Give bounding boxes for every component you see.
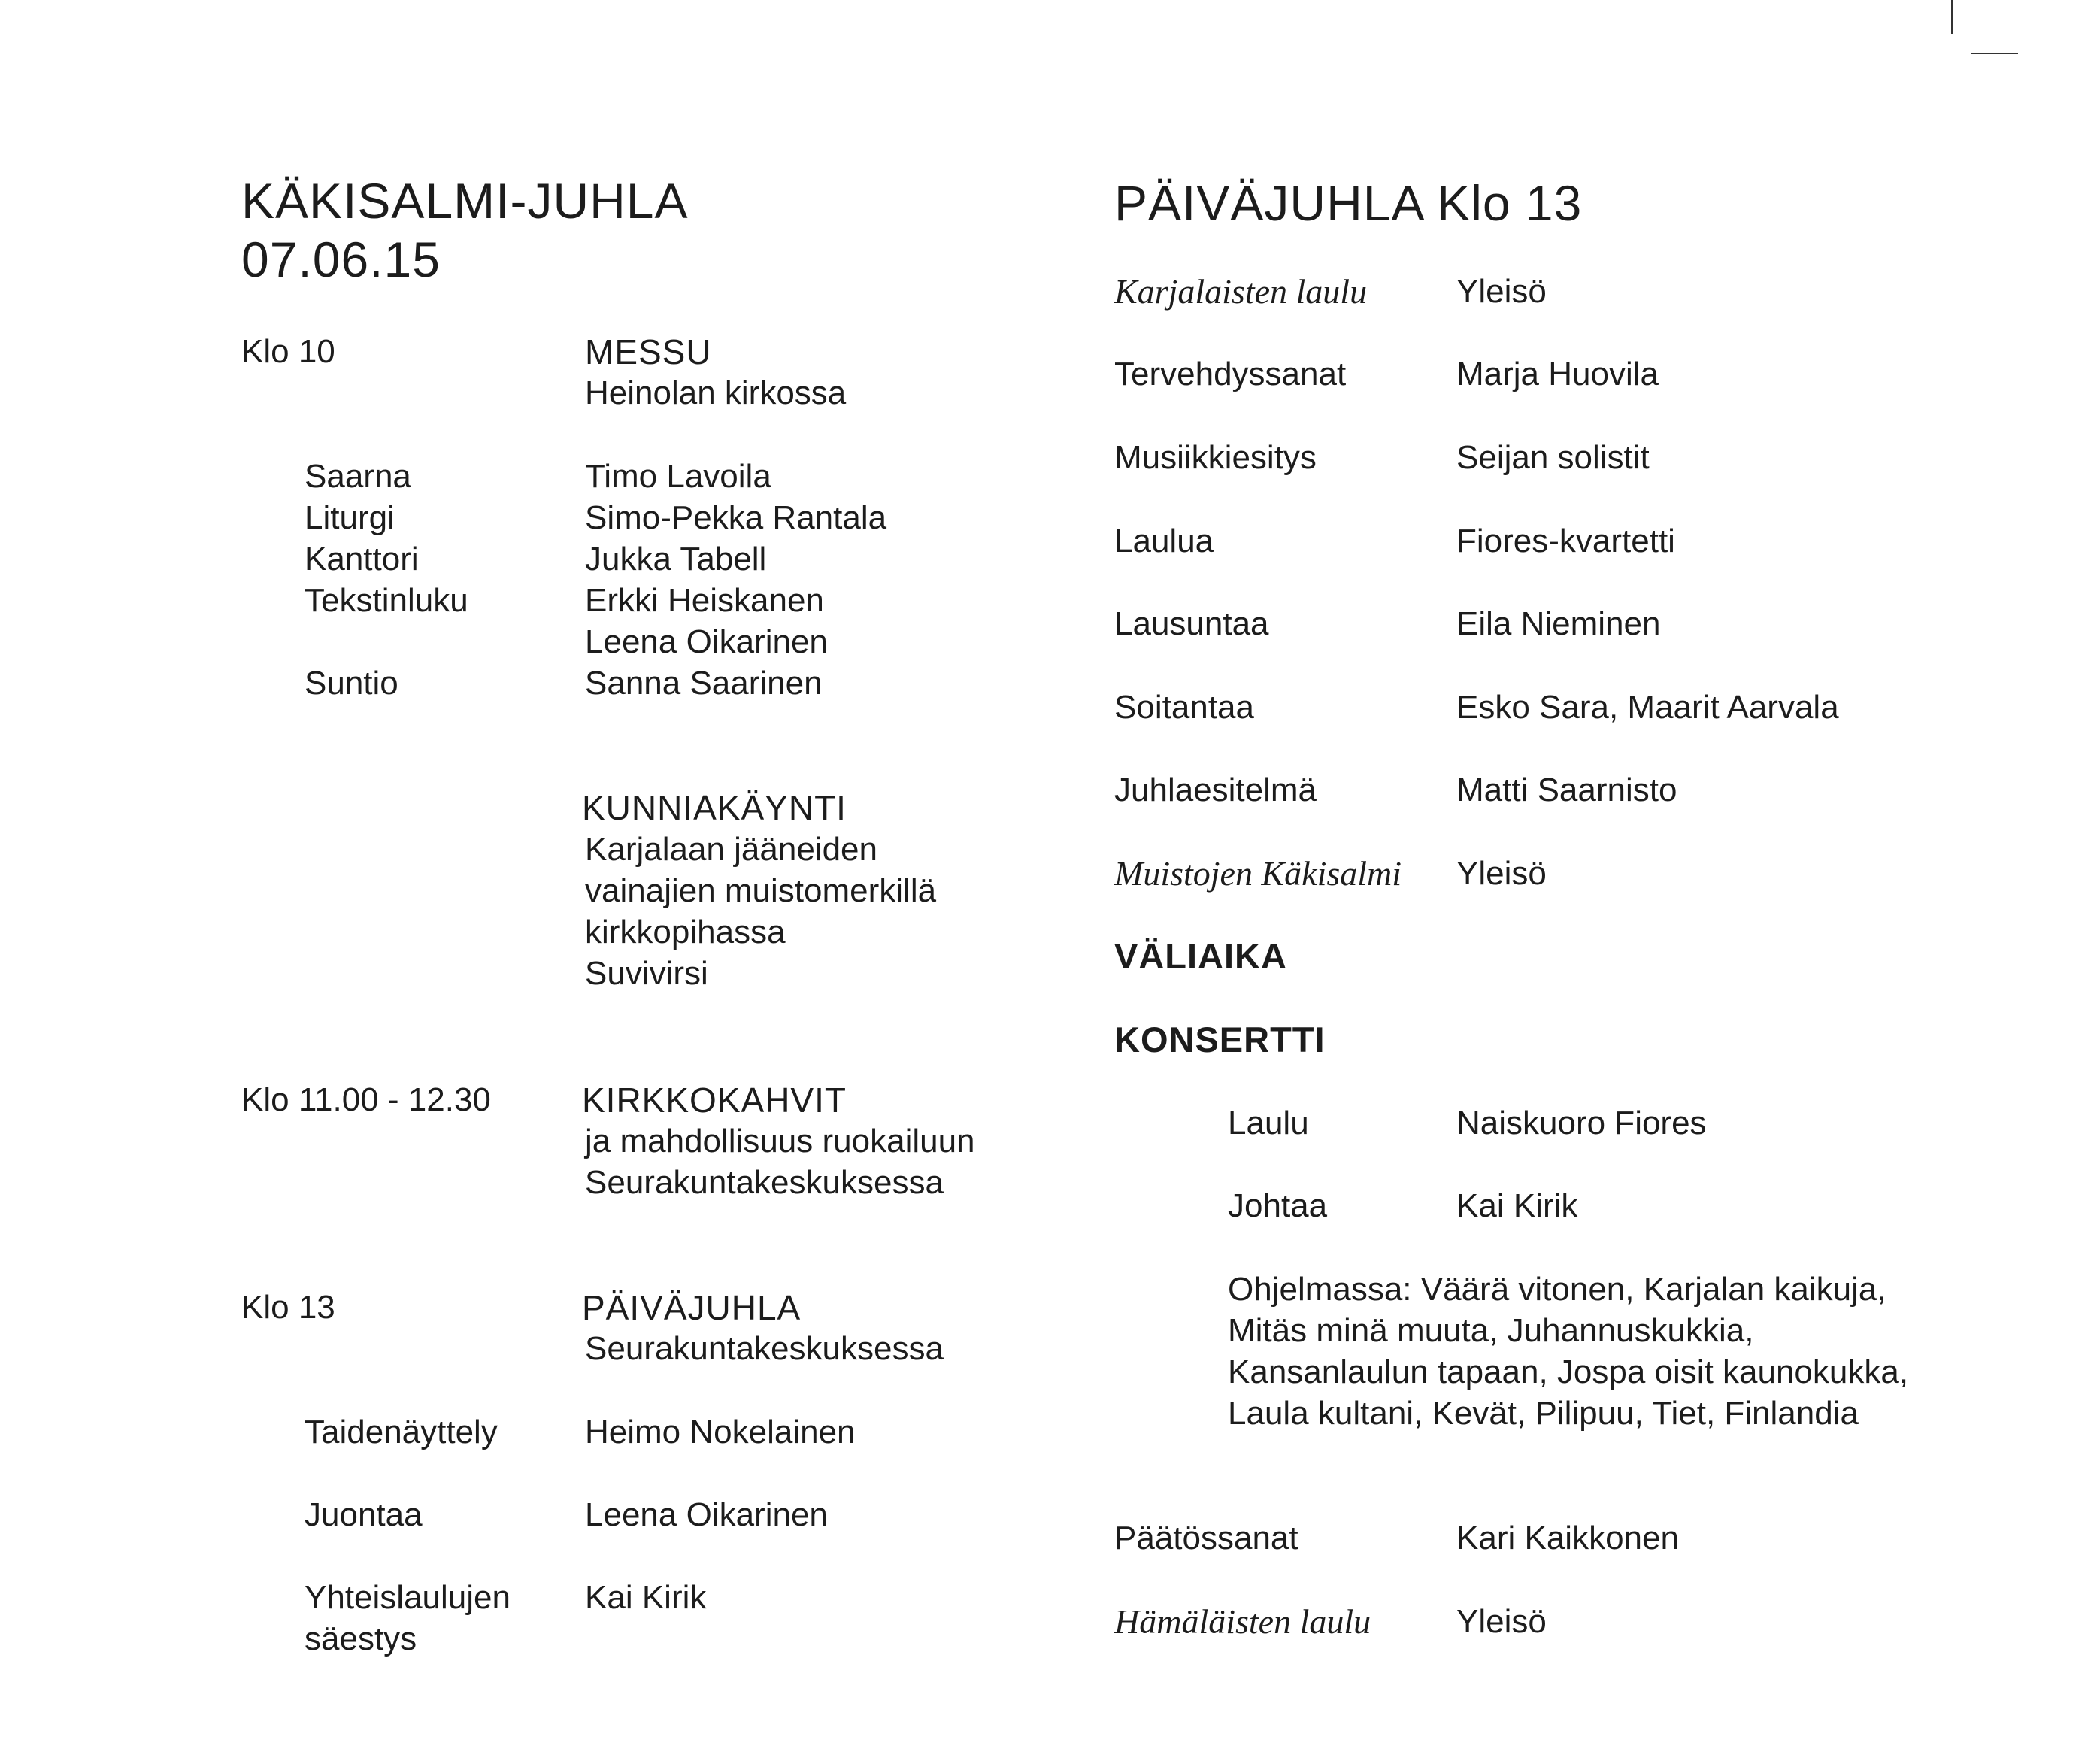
kirkkokahvit-line: ja mahdollisuus ruokailuun (585, 1123, 975, 1159)
closing-item: Päätössanat (1114, 1520, 1298, 1557)
closing-performer: Kari Kaikkonen (1456, 1520, 1679, 1557)
concert-role: Laulu (1228, 1105, 1309, 1141)
closing-performer: Yleisö (1456, 1603, 1547, 1640)
role-tekstinluku: Tekstinluku (305, 582, 468, 619)
program-title: PÄIVÄJUHLA Klo 13 (1114, 175, 1583, 231)
concert-role: Johtaa (1228, 1187, 1328, 1224)
name-tekstinluku-1: Erkki Heiskanen (585, 582, 824, 619)
role-saestys: säestys (305, 1620, 417, 1657)
program-item: Soitantaa (1114, 689, 1254, 726)
name-suntio: Sanna Saarinen (585, 665, 823, 702)
name-saarna: Timo Lavoila (585, 458, 771, 495)
concert-repertoire-line: Laula kultani, Kevät, Pilipuu, Tiet, Finlandia (1228, 1395, 1859, 1432)
name-saestys: Kai Kirik (585, 1579, 707, 1616)
role-suntio: Suntio (305, 665, 398, 702)
program-performer: Fiores-kvartetti (1456, 523, 1675, 559)
concert-repertoire-line: Kansanlaulun tapaan, Jospa oisit kaunokukka, (1228, 1353, 1909, 1390)
event-date: 07.06.15 (241, 232, 441, 287)
name-taidenayttely: Heimo Nokelainen (585, 1414, 856, 1450)
program-performer: Eila Nieminen (1456, 605, 1661, 642)
crop-mark-vertical (1951, 0, 1953, 34)
closing-item: Hämäläisten laulu (1114, 1602, 1371, 1641)
role-taidenayttely: Taidenäyttely (305, 1414, 498, 1450)
program-performer: Esko Sara, Maarit Aarvala (1456, 689, 1839, 726)
program-performer: Seijan solistit (1456, 439, 1650, 476)
program-item: Lausuntaa (1114, 605, 1269, 642)
name-tekstinluku-2: Leena Oikarinen (585, 623, 828, 660)
kunniakaynti-line: kirkkopihassa (585, 914, 786, 950)
concert-name: Naiskuoro Fiores (1456, 1105, 1707, 1141)
role-yhteislaulujen: Yhteislaulujen (305, 1579, 511, 1616)
paivajuhla-heading: PÄIVÄJUHLA (582, 1288, 802, 1327)
concert-repertoire-line: Ohjelmassa: Väärä vitonen, Karjalan kaikuja, (1228, 1271, 1886, 1308)
role-kanttori: Kanttori (305, 541, 419, 577)
kirkkokahvit-time: Klo 11.00 - 12.30 (241, 1081, 491, 1118)
role-liturgi: Liturgi (305, 499, 395, 536)
kirkkokahvit-heading: KIRKKOKAHVIT (582, 1081, 847, 1120)
kunniakaynti-heading: KUNNIAKÄYNTI (582, 788, 847, 827)
messu-time: Klo 10 (241, 333, 335, 370)
messu-heading: MESSU (585, 332, 712, 371)
name-juontaa: Leena Oikarinen (585, 1496, 828, 1533)
intermission-heading: VÄLIAIKA (1114, 936, 1287, 976)
program-item: Laulua (1114, 523, 1214, 559)
crop-mark-horizontal (1971, 53, 2018, 54)
kunniakaynti-line: Suvivirsi (585, 955, 708, 992)
role-juontaa: Juontaa (305, 1496, 423, 1533)
program-item: Tervehdyssanat (1114, 356, 1347, 393)
kunniakaynti-line: Karjalaan jääneiden (585, 831, 877, 868)
kirkkokahvit-line: Seurakuntakeskuksessa (585, 1164, 944, 1201)
concert-heading: KONSERTTI (1114, 1020, 1326, 1059)
program-performer: Matti Saarnisto (1456, 771, 1677, 808)
paivajuhla-time: Klo 13 (241, 1289, 335, 1326)
paivajuhla-location: Seurakuntakeskuksessa (585, 1330, 944, 1367)
concert-repertoire-line: Mitäs minä muuta, Juhannuskukkia, (1228, 1312, 1754, 1349)
program-item: Muistojen Käkisalmi (1114, 854, 1402, 893)
page-title: KÄKISALMI-JUHLA (241, 173, 689, 229)
name-kanttori: Jukka Tabell (585, 541, 767, 577)
program-performer: Yleisö (1456, 273, 1547, 310)
kunniakaynti-line: vainajien muistomerkillä (585, 872, 937, 909)
program-item: Musiikkiesitys (1114, 439, 1317, 476)
name-liturgi: Simo-Pekka Rantala (585, 499, 887, 536)
program-item: Juhlaesitelmä (1114, 771, 1317, 808)
program-performer: Marja Huovila (1456, 356, 1659, 393)
program-item: Karjalaisten laulu (1114, 272, 1368, 311)
messu-location: Heinolan kirkossa (585, 374, 847, 411)
role-saarna: Saarna (305, 458, 411, 495)
program-performer: Yleisö (1456, 855, 1547, 892)
concert-name: Kai Kirik (1456, 1187, 1578, 1224)
